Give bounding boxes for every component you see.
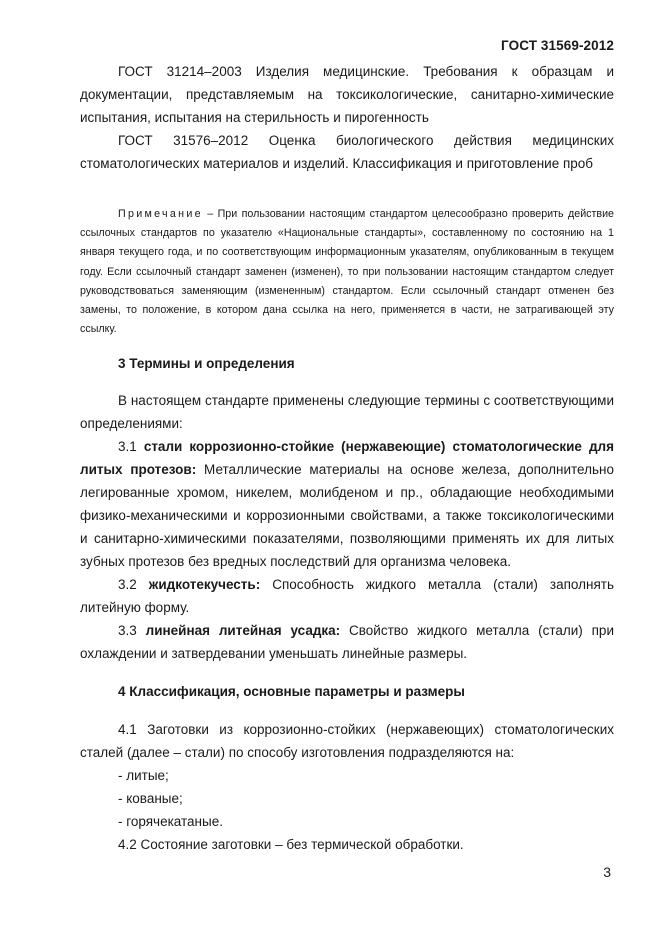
term-3-2: 3.2 жидкотекучесть: Способность жидкого металла (стали) заполнять литейную форму. — [80, 577, 614, 616]
term-3-3-definition: Свойство жидкого металла (стали) при охлаждении и затвердевании уменьшать линейные размеры. — [80, 623, 614, 662]
section-3-body — [80, 389, 614, 665]
term-3-1-title: стали коррозионно-стойкие (нержавеющие) стоматологические для литых протезов: — [80, 439, 614, 478]
section-3-intro: В настоящем стандарте применены следующие термины с соответствующими определениями: — [80, 393, 614, 432]
reference-gost-31576: ГОСТ 31576–2012 Оценка биологического действия медицинских стоматологических материалов и изделий. Классификация и приготовление проб — [80, 133, 614, 171]
clause-4-1: 4.1 Заготовки из коррозионно-стойких (нержавеющих) стоматологических сталей (далее – стали) по способу изготовления подразделяются на: — [80, 722, 614, 761]
section-4-heading: 4 Классификация, основные параметры и размеры — [118, 684, 465, 700]
term-3-1-definition: Металлические материалы на основе железа, дополнительно легированные хромом, никелем, молибденом и пр., обладающие необходимыми физико-механическими и коррозионными свойствами, а также токсикологическими и санитарно-химическими показателями, позволяющими применять их для литых зубных протезов без вредных последствий для организма человека. — [80, 462, 614, 570]
term-3-3-title: линейная литейная усадка: — [145, 623, 341, 639]
term-3-2-title: жидкотекучесть: — [148, 577, 261, 593]
note-label: Примечание — [118, 208, 203, 220]
term-3-1: 3.1 стали коррозионно-стойкие (нержавеющие) стоматологические для литых протезов: Металлические материалы на основе железа, дополнительно легированные хромом, никелем, молибденом и пр., обладающие необходимыми физико-механическими и коррозионными свойствами, а также токсикологическими и санитарно-химическими показателями, позволяющими применять их для литых зубных протезов без вредных последствий для организма человека. — [80, 439, 614, 570]
term-3-2-definition: Способность жидкого металла (стали) заполнять литейную форму. — [80, 577, 614, 616]
clause-4-2: 4.2 Состояние заготовки – без термической обработки. — [118, 837, 464, 853]
term-3-3: 3.3 линейная литейная усадка: Свойство жидкого металла (стали) при охлаждении и затвердевании уменьшать линейные размеры. — [80, 623, 614, 662]
list-item-hot-rolled: - горячекатаные. — [118, 814, 223, 830]
document-header-code: ГОСТ 31569-2012 — [501, 38, 614, 53]
section-4-body — [80, 718, 614, 856]
note-text: – При пользовании настоящим стандартом целесообразно проверить действие ссылочных стандартов по указателю «Национальные стандарты», составленному по состоянию на 1 января текущего года, и по соответствующим информационным указателям, опубликованным в текущем году. Если ссылочный стандарт заменен (изменен), то при пользовании настоящим стандартом следует руководствоваться заменяющим (измененным) стандартом. Если ссылочный стандарт отменен без замены, то положение, в котором дана ссылка на него, применяется в части, не затрагивающей эту ссылку. — [80, 208, 614, 336]
list-item-forged: - кованые; — [118, 791, 183, 807]
section-3-heading: 3 Термины и определения — [118, 356, 295, 372]
page-content — [80, 60, 614, 856]
note-block — [80, 205, 614, 339]
page-number: 3 — [603, 864, 611, 880]
list-item-cast: - литые; — [118, 768, 169, 784]
reference-gost-31214: ГОСТ 31214–2003 Изделия медицинские. Требования к образцам и документации, представляемым на токсикологические, санитарно-химические испытания, испытания на стерильность и пирогенность — [80, 64, 614, 125]
